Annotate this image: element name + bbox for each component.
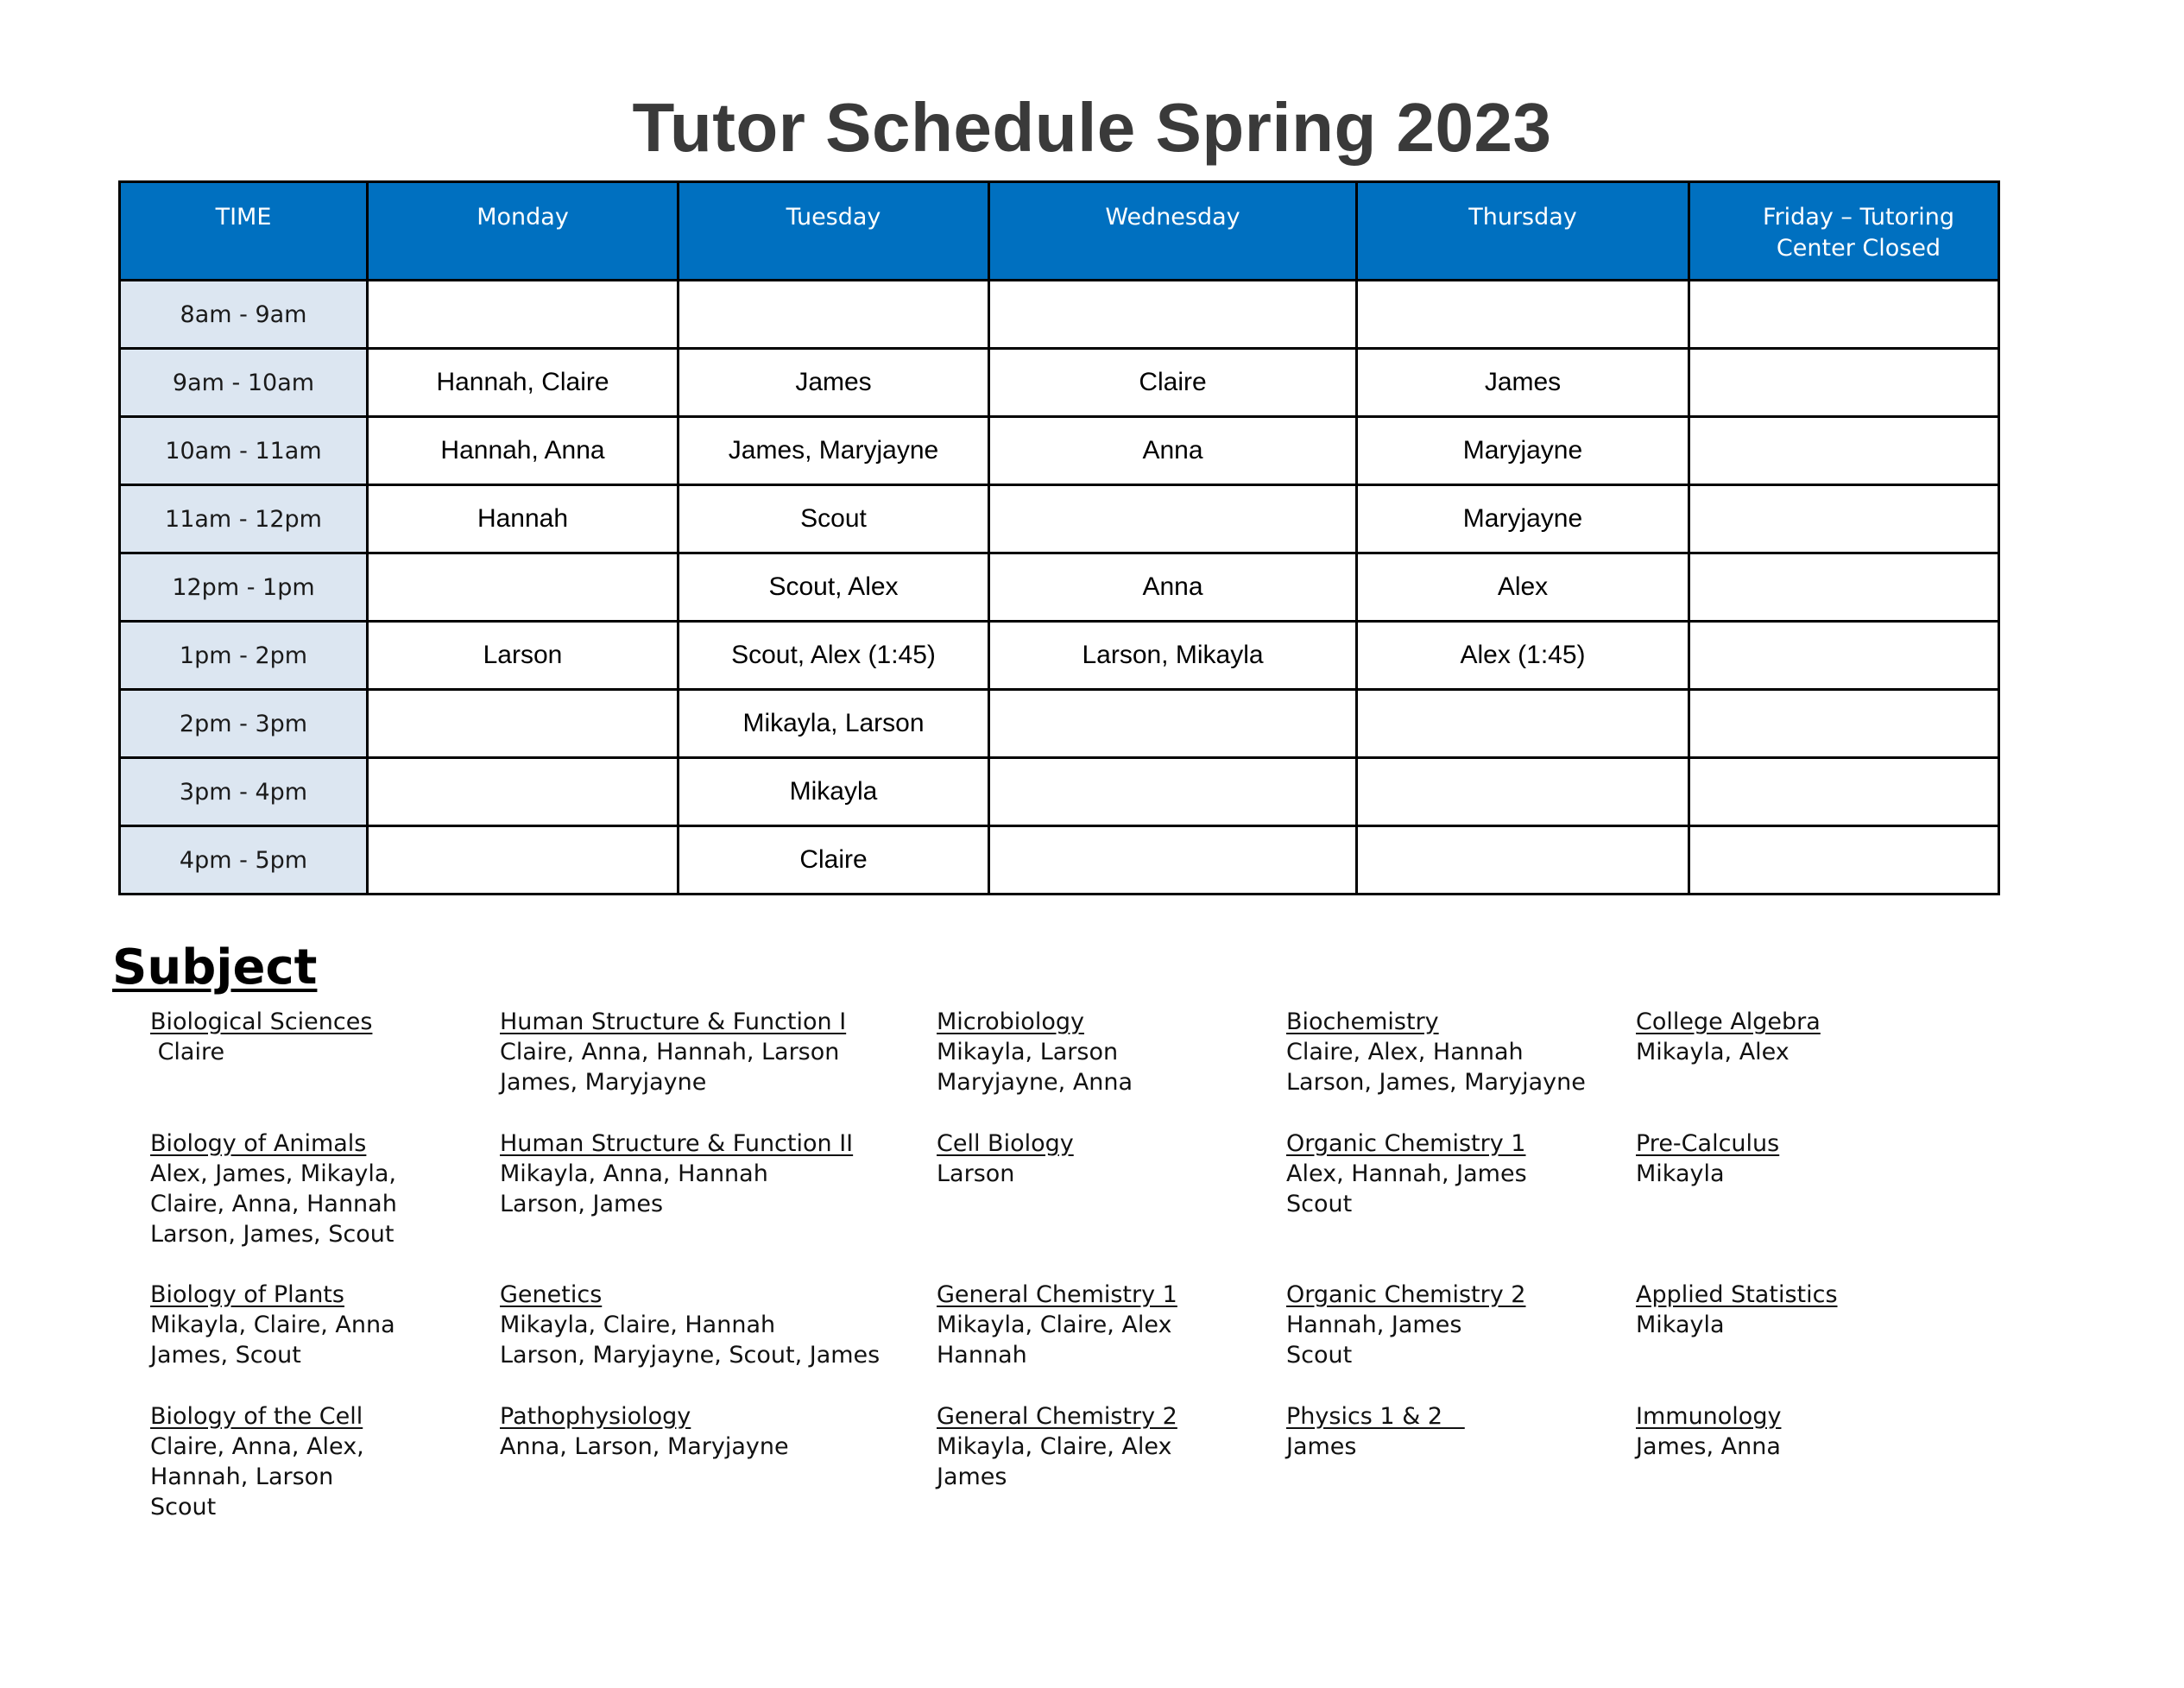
subject-tutors <box>1286 1310 1525 1370</box>
table-row <box>120 553 1999 622</box>
tutor-line: Claire, Anna, Hannah, Larson <box>500 1039 840 1065</box>
tutor-line: Scout <box>150 1494 217 1520</box>
subject-block <box>937 1128 1074 1189</box>
header-monday: Monday <box>368 182 679 281</box>
schedule-cell-thursday <box>1357 281 1689 349</box>
subject-name: Biochemistry <box>1286 1008 1439 1035</box>
subject-block <box>500 1280 880 1370</box>
schedule-cell-tuesday: Mikayla <box>679 758 989 826</box>
time-slot-cell: 3pm - 4pm <box>120 758 368 826</box>
table-row <box>120 417 1999 485</box>
table-row <box>120 622 1999 690</box>
tutor-line: Mikayla, Anna, Hannah <box>500 1160 768 1187</box>
schedule-cell-monday: Larson <box>368 622 679 690</box>
subject-tutors <box>150 1037 372 1067</box>
schedule-cell-tuesday: Scout, Alex (1:45) <box>679 622 989 690</box>
schedule-header-row <box>120 182 1999 281</box>
tutor-line: Alex, Hannah, James <box>1286 1160 1527 1187</box>
schedule-cell-friday <box>1689 417 1999 485</box>
schedule-cell-wednesday <box>989 281 1357 349</box>
schedule-cell-thursday: Maryjayne <box>1357 417 1689 485</box>
subject-name: Biology of Animals <box>150 1130 367 1157</box>
subject-tutors <box>500 1159 853 1219</box>
tutor-line: Claire, Anna, Hannah <box>150 1191 397 1217</box>
tutor-line: James, Scout <box>150 1342 301 1369</box>
header-friday: Friday – Tutoring Center Closed <box>1689 182 1999 281</box>
tutor-line: Claire, Alex, Hannah <box>1286 1039 1524 1065</box>
schedule-table <box>118 180 2000 895</box>
tutor-line: Hannah, Larson <box>150 1464 334 1490</box>
subject-tutors <box>937 1432 1177 1492</box>
tutor-line: Larson, James, Maryjayne <box>1286 1069 1586 1096</box>
subject-block <box>150 1007 372 1067</box>
header-time: TIME <box>120 182 368 281</box>
subject-tutors <box>937 1037 1133 1097</box>
subject-block <box>937 1007 1133 1097</box>
subject-name: Genetics <box>500 1281 603 1308</box>
time-slot-cell: 4pm - 5pm <box>120 826 368 895</box>
tutor-line: Larson, James, Scout <box>150 1221 395 1248</box>
schedule-cell-tuesday: James <box>679 349 989 417</box>
schedule-cell-thursday: Alex (1:45) <box>1357 622 1689 690</box>
schedule-cell-monday <box>368 826 679 895</box>
tutor-line: Larson <box>937 1160 1015 1187</box>
header-wednesday: Wednesday <box>989 182 1357 281</box>
subject-name: Cell Biology <box>937 1130 1074 1157</box>
schedule-cell-monday <box>368 758 679 826</box>
subject-name: Physics 1 & 2 <box>1286 1403 1465 1430</box>
schedule-cell-tuesday: Claire <box>679 826 989 895</box>
header-thursday: Thursday <box>1357 182 1689 281</box>
tutor-line: James, Anna <box>1636 1433 1781 1460</box>
subject-tutors <box>150 1159 397 1249</box>
subject-block <box>150 1128 397 1249</box>
subject-name: Applied Statistics <box>1636 1281 1838 1308</box>
subject-name: Human Structure & Function II <box>500 1130 854 1157</box>
schedule-cell-monday: Hannah, Claire <box>368 349 679 417</box>
subject-tutors <box>937 1310 1177 1370</box>
tutor-line: Hannah <box>937 1342 1027 1369</box>
tutor-line: James <box>1286 1433 1357 1460</box>
schedule-cell-monday <box>368 281 679 349</box>
time-slot-cell: 12pm - 1pm <box>120 553 368 622</box>
tutor-line: Mikayla, Claire, Alex <box>937 1433 1172 1460</box>
tutor-line: Claire <box>150 1039 225 1065</box>
time-slot-cell: 1pm - 2pm <box>120 622 368 690</box>
tutor-line: Mikayla, Claire, Hannah <box>500 1312 776 1338</box>
subject-block <box>500 1401 789 1462</box>
tutor-line: Larson, Maryjayne, Scout, James <box>500 1342 881 1369</box>
schedule-cell-friday <box>1689 281 1999 349</box>
schedule-cell-thursday <box>1357 826 1689 895</box>
page-title: Tutor Schedule Spring 2023 <box>632 89 1552 166</box>
time-slot-cell: 9am - 10am <box>120 349 368 417</box>
time-slot-cell: 10am - 11am <box>120 417 368 485</box>
tutor-line: Larson, James <box>500 1191 664 1217</box>
tutor-line: Mikayla, Claire, Anna <box>150 1312 395 1338</box>
subject-block <box>1286 1128 1527 1219</box>
schedule-cell-wednesday: Larson, Mikayla <box>989 622 1357 690</box>
schedule-cell-wednesday: Claire <box>989 349 1357 417</box>
header-tuesday: Tuesday <box>679 182 989 281</box>
tutor-line: Mikayla, Larson <box>937 1039 1119 1065</box>
schedule-cell-tuesday: Scout <box>679 485 989 553</box>
tutor-line: Scout <box>1286 1342 1353 1369</box>
subject-tutors <box>1636 1310 1838 1340</box>
subject-tutors <box>1636 1159 1779 1189</box>
subject-name: Microbiology <box>937 1008 1084 1035</box>
schedule-cell-friday <box>1689 690 1999 758</box>
subject-block <box>150 1280 395 1370</box>
schedule-cell-wednesday <box>989 758 1357 826</box>
schedule-cell-thursday: Alex <box>1357 553 1689 622</box>
subject-block <box>1636 1401 1781 1462</box>
tutor-line: Mikayla <box>1636 1160 1725 1187</box>
schedule-cell-thursday: James <box>1357 349 1689 417</box>
schedule-cell-tuesday <box>679 281 989 349</box>
subject-tutors <box>500 1037 846 1097</box>
subject-block <box>1286 1007 1586 1097</box>
schedule-cell-wednesday: Anna <box>989 553 1357 622</box>
subject-name: Organic Chemistry 2 <box>1286 1281 1526 1308</box>
subject-tutors <box>150 1432 364 1522</box>
schedule-cell-thursday: Maryjayne <box>1357 485 1689 553</box>
schedule-cell-tuesday: Scout, Alex <box>679 553 989 622</box>
table-row <box>120 281 1999 349</box>
subject-tutors <box>1636 1432 1781 1462</box>
subject-block <box>500 1128 853 1219</box>
tutor-line: Mikayla, Alex <box>1636 1039 1789 1065</box>
table-row <box>120 826 1999 895</box>
subject-name: College Algebra <box>1636 1008 1821 1035</box>
schedule-cell-friday <box>1689 758 1999 826</box>
tutor-line: James, Maryjayne <box>500 1069 707 1096</box>
subject-block <box>1286 1401 1465 1462</box>
subject-tutors <box>150 1310 395 1370</box>
subject-block <box>937 1401 1177 1492</box>
subject-name: Pre-Calculus <box>1636 1130 1780 1157</box>
subject-name: General Chemistry 1 <box>937 1281 1177 1308</box>
subject-tutors <box>1636 1037 1821 1067</box>
subject-name: General Chemistry 2 <box>937 1403 1177 1430</box>
subject-tutors <box>500 1432 789 1462</box>
schedule-cell-friday <box>1689 553 1999 622</box>
schedule-cell-wednesday <box>989 485 1357 553</box>
subject-tutors <box>1286 1159 1527 1219</box>
schedule-cell-friday <box>1689 622 1999 690</box>
subject-name: Immunology <box>1636 1403 1782 1430</box>
subject-block <box>1286 1280 1525 1370</box>
schedule-cell-thursday <box>1357 758 1689 826</box>
subject-heading: Subject <box>112 939 318 996</box>
subject-name: Biology of the Cell <box>150 1403 363 1430</box>
schedule-cell-friday <box>1689 826 1999 895</box>
subject-block <box>1636 1280 1838 1340</box>
schedule-cell-monday <box>368 690 679 758</box>
time-slot-cell: 11am - 12pm <box>120 485 368 553</box>
subject-block <box>1636 1128 1779 1189</box>
tutor-line: Maryjayne, Anna <box>937 1069 1133 1096</box>
schedule-cell-monday <box>368 553 679 622</box>
tutor-line: Mikayla, Claire, Alex <box>937 1312 1172 1338</box>
subject-tutors <box>1286 1037 1586 1097</box>
subject-name: Biology of Plants <box>150 1281 344 1308</box>
table-row <box>120 349 1999 417</box>
subject-tutors <box>500 1310 880 1370</box>
subject-name: Organic Chemistry 1 <box>1286 1130 1526 1157</box>
table-row <box>120 690 1999 758</box>
tutor-line: Hannah, James <box>1286 1312 1462 1338</box>
subject-block <box>150 1401 364 1522</box>
schedule-cell-friday <box>1689 485 1999 553</box>
subject-name: Human Structure & Function I <box>500 1008 847 1035</box>
tutor-line: Alex, James, Mikayla, <box>150 1160 397 1187</box>
tutor-line: James <box>937 1464 1007 1490</box>
schedule-cell-wednesday <box>989 690 1357 758</box>
time-slot-cell: 2pm - 3pm <box>120 690 368 758</box>
schedule-cell-wednesday <box>989 826 1357 895</box>
tutor-line: Claire, Anna, Alex, <box>150 1433 364 1460</box>
schedule-cell-wednesday: Anna <box>989 417 1357 485</box>
tutor-line: Anna, Larson, Maryjayne <box>500 1433 789 1460</box>
schedule-cell-friday <box>1689 349 1999 417</box>
schedule-cell-thursday <box>1357 690 1689 758</box>
tutor-line: Scout <box>1286 1191 1353 1217</box>
schedule-cell-monday: Hannah <box>368 485 679 553</box>
subject-tutors <box>937 1159 1074 1189</box>
schedule-cell-tuesday: Mikayla, Larson <box>679 690 989 758</box>
schedule-cell-monday: Hannah, Anna <box>368 417 679 485</box>
subject-block <box>937 1280 1177 1370</box>
table-row <box>120 485 1999 553</box>
time-slot-cell: 8am - 9am <box>120 281 368 349</box>
subject-name: Biological Sciences <box>150 1008 373 1035</box>
subject-name: Pathophysiology <box>500 1403 691 1430</box>
subject-tutors <box>1286 1432 1465 1462</box>
tutor-line: Mikayla <box>1636 1312 1725 1338</box>
schedule-cell-tuesday: James, Maryjayne <box>679 417 989 485</box>
subject-block <box>500 1007 846 1097</box>
table-row <box>120 758 1999 826</box>
subject-block <box>1636 1007 1821 1067</box>
